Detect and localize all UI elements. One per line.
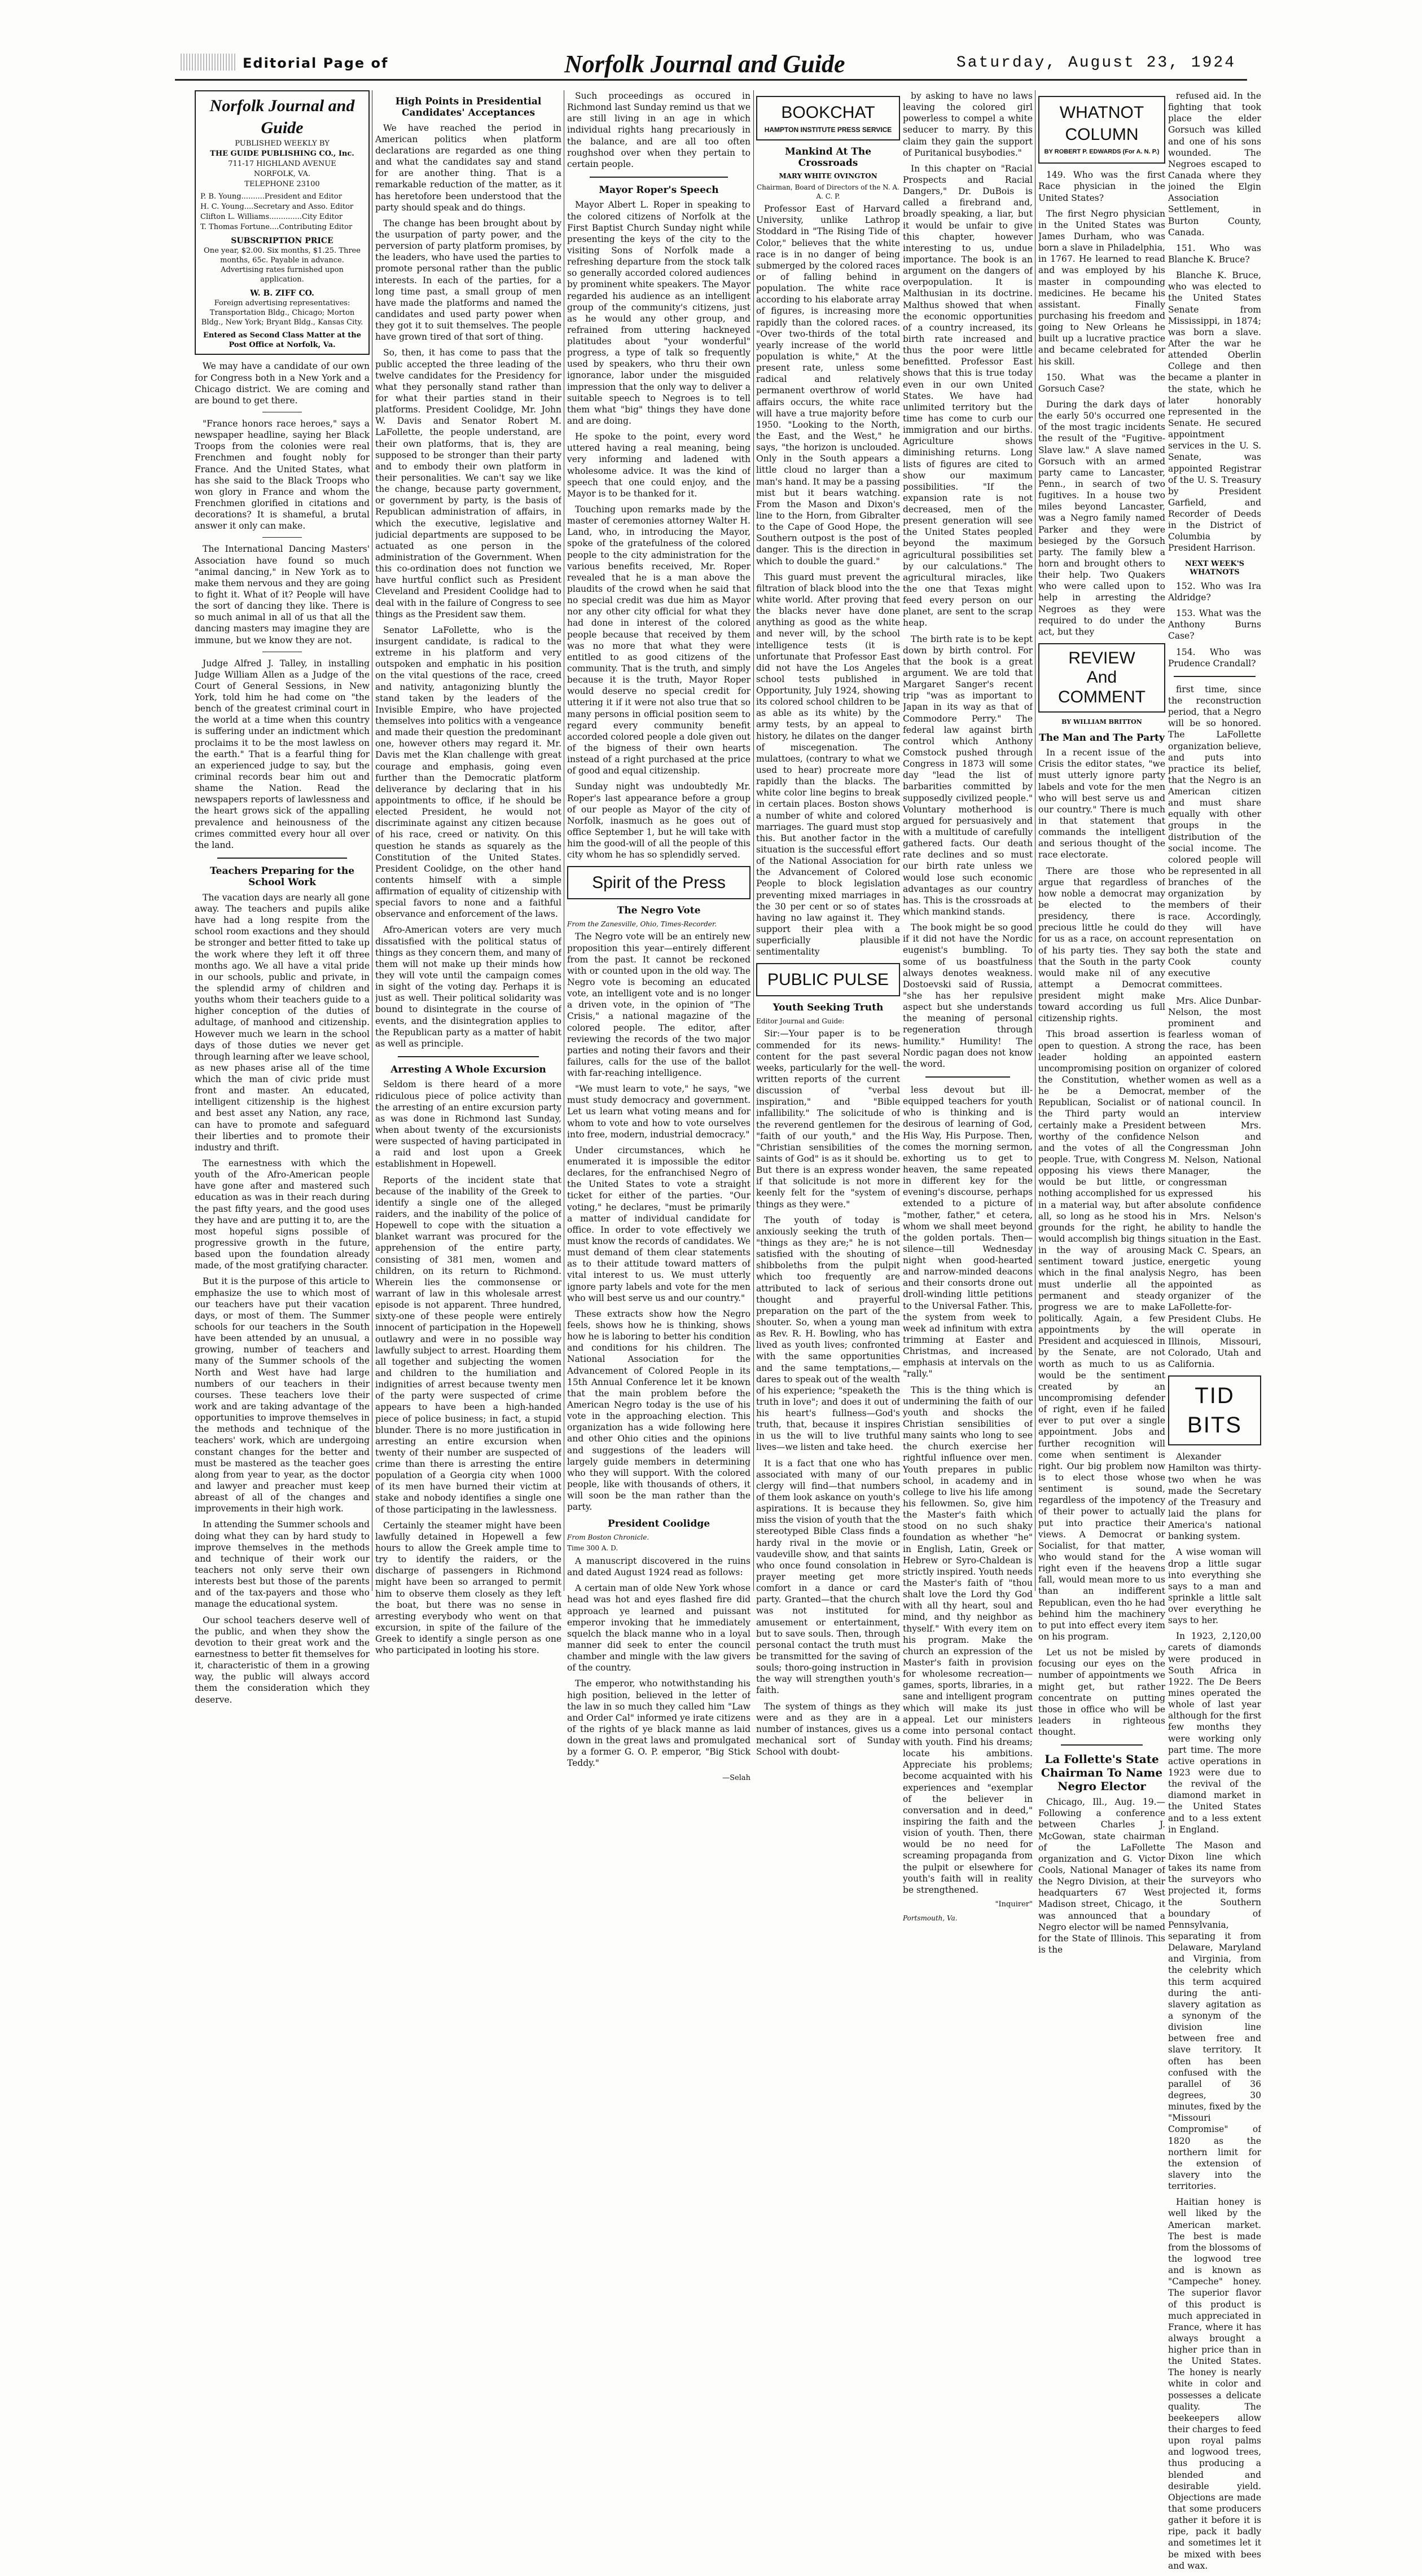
whatnot-title: WHATNOT COLUMN: [1059, 103, 1144, 144]
paragraph: In attending the Summer schools and doing what they can by hard study to improve themselves in the methods and technique of their work our teachers not only serve their own interests best but those of the parents and of the tax-payers and those who manage the educational system.: [195, 1519, 370, 1610]
article-headline: President Coolidge: [607, 1518, 710, 1530]
paragraph: Afro-American voters are very much dissatisfied with the political status of things as they concern them, and many of them will not make up their minds how they will vote until the campaign comes in sight of the voting day. Perhaps it is just as well. Their political solidarity was bound to disintegrate in the course of events, and the disintegration applies to the Republican party as a matter of habit as well as principle.: [375, 925, 561, 1049]
salutation: Editor Journal and Guide:: [756, 1017, 845, 1025]
paragraph: Alexander Hamilton was thirty-two when he was made the Secretary of the Treasury and laid the plans for America's national banking system.: [1168, 1452, 1261, 1542]
review-comment-box: [1038, 643, 1165, 713]
paragraph: Such proceedings as occured in Richmond last Sunday remind us that we are still living in an age in which individual rights hang precariously in the balance, and are all too often roughshod over when they pertain to certain people.: [567, 91, 750, 169]
paragraph: less devout but ill-equipped teachers for youth who is thinking and is desirous of learning of God, His Way, His Purpose. Then, comes the morning sermon, exhorting us to get to heaven, the same repeated in different key for the evening's discourse, perhaps extended to a picture of "mother, father," et cetera, whom we shall meet beyond the golden portals. Then—silence—till Wednesday night when good-hearted and narrow-minded deacons and their consorts drone out droll-winding little petitions to the Universal Father. This, the system from week to week ad infinitum with extra trimming at Easter and Christmas, and increased emphasis at intervals on the "rally.": [903, 1084, 1033, 1379]
paragraph: We have reached the period in American politics when platform declarations are regarded as one thing and what the candidates say and stand for are another thing. That is a remarkable reduction of the matter, as it has heretofore been understood that the party should speak and do things.: [375, 122, 561, 213]
masthead-title: Norfolk Journal and Guide: [564, 50, 845, 78]
tidbits-title: TID BITS: [1187, 1383, 1242, 1438]
paragraph: Under circumstances, which he enumerated it is impossible the editor declares, for the enfranchised Negro of the United States to vote a straight ticket for either of the parties. "Our voting," he declares, "must be primarily a matter of individual candidate for office. In order to vote effectively we must know the records of candidates. We must demand of them clear statements as to their attitude toward matters of vital interest to us. We must utterly ignore party labels and vote for the men who will best serve us and our country.": [567, 1145, 750, 1303]
paragraph: 150. What was the Gorsuch Case?: [1038, 372, 1165, 394]
paragraph: He spoke to the point, every word uttered having a real meaning, being very informing and ladened with wholesome advice. It was the kind of speech that one could enjoy, and the Mayor is to be thanked for it.: [567, 432, 750, 499]
paragraph: In 1923, 2,120,00 carets of diamonds were produced in South Africa in 1922. The De Beers mines operated the whole of last year although for the first few months they were working only part time. The more active operations in 1923 were due to the revival of the diamond market in the United States and to a less extent in England.: [1168, 1631, 1261, 1835]
article-headline: Mankind At The Crossroads: [784, 146, 872, 169]
paragraph: refused aid. In the fighting that took place the elder Gorsuch was killed and one of his sons wounded. The Negroes escaped to Canada where they joined the Elgin Association Settlement, in Burton County, Canada.: [1168, 91, 1261, 238]
paragraph: The Mason and Dixon line which takes its name from the surveyors who projected it, forms the Southern boundary of Pennsylvania, separating it from Delaware, Maryland and Virginia, from the celebrity which this term acquired during the anti-slavery agitation as a synonym of the division line between free and slave territory. It often has been confused with the parallel of 36 degrees, 30 minutes, fixed by the "Missouri Compromise" of 1820 as the northern limit for the extension of slavery into the territories.: [1168, 1840, 1261, 2192]
paragraph: Senator LaFollette, who is the insurgent candidate, is radical to the extreme in his platform and very outspoken and emphatic in his position on the vital questions of the race, creed and nativity, antagonizing bluntly the stand taken by the leaders of the Invisible Empire, who have projected themselves into politics with a vengeance and made their question the predominant one, however others may regard it. Mr. Davis met the Klan challenge with great courage and emphasis, going even further than the Democratic platform deliverance by declaring that in his appointments to office, if he should be elected President, he would not discriminate against any citizen because of his race, creed or nativity. On this question he stands as squarely as the Constitution of the United States. President Coolidge, on the other hand contents himself with a simple affirmation of equality of citizenship with special favors to none and a faithful observance and enforcement of the laws.: [375, 625, 561, 920]
publisher-name: THE GUIDE PUBLISHING CO., Inc.: [210, 149, 354, 158]
column-5: [903, 90, 1033, 1925]
byline-title: Chairman, Board of Directors of the N. A. A. C. P.: [756, 183, 899, 200]
article-headline: Youth Seeking Truth: [773, 1002, 884, 1014]
paragraph: Professor East of Harvard University, unlike Lathrop Stoddard in "The Rising Tide of Color," believes that the white race is in no danger of being submerged by the colored races or of falling behind in population. The white race according to his elaborate array of figures, is increasing more rapidly than the colored races. "Over two-thirds of the total yearly increase of the world population is white," At the present rate, unless some radical and relatively permanent overthrow of world affairs occurs, the white race will have a true majority before 1950. "Looking to the North, the East, and the West," he says, "the horizon is unclouded. Only in the South appears a little cloud no larger than a man's hand. It may be a passing mist but it bears watching. From the Mason and Dixon's line to the Horn, from Gibralter to the Cape of Good Hope, the Southern outpost is the post of danger. This is the direction in which to double the guard.": [756, 204, 900, 566]
review-title-1: REVIEW: [1068, 648, 1135, 667]
paragraph: Let us not be misled by focusing our eyes on the number of appointments we might get, but rather concentrate on putting those in office who will be leaders in righteous thought.: [1038, 1647, 1165, 1738]
paragraph: In a recent issue of the Crisis the editor states, "we must utterly ignore party labels and vote for the men who will best serve us and our country." There is much in that statement that commands the intelligent and serious thought of the race electorate.: [1038, 748, 1165, 860]
publisher-line: PUBLISHED WEEKLY BY: [235, 139, 330, 148]
paragraph: The emperor, who notwithstanding his high position, believed in the letter of the law in so much they called him "Law and Order Cal" informed ye irate citizens of the rights of ye black manne as laid down in the great laws and promulgated by a former G. O. P. emperor, "Big Stick Teddy.": [567, 1678, 750, 1769]
divider: [1174, 676, 1256, 677]
divider: [217, 858, 347, 859]
byline: MARY WHITE OVINGTON: [779, 172, 877, 181]
paragraph: 153. What was the Anthony Burns Case?: [1168, 608, 1261, 641]
article-headline: Mayor Roper's Speech: [599, 184, 719, 196]
subscription-heading: SUBSCRIPTION PRICE: [231, 236, 333, 246]
publisher-logo: Norfolk Journal and Guide: [209, 96, 355, 137]
paragraph: This broad assertion is open to question. A strong leader holding an uncompromising position on the Constitution, whether he be a Democrat, Republican, Socialist or of the Third party would certainly make a President worthy of the confidence and the votes of all the people. True, with Congress opposing his views there would be but little, or nothing accomplished for us in a material way, but after all, so long as he stood his grounds for the right, he would accomplish big things in the way of arousing sentiment toward justice, which in the final analysis must underlie all the permanent and steady progress we are to make politically. Again, a few appointments by the President and acquiesced in by the Senate, are not worth as much to us as would be the sentiment created by an uncompromising defender of right, even if he failed ever to put over a single appointment. Jobs and further recognition will come when sentiment is right. Our big problem now is to elect those whose sentiment is sound, regardless of the impotency of their power to actually put into practice their views. A Democrat or Socialist, for that matter, who would stand for the right even if the heavens fall, would mean more to us than an indifferent Republican, even tho he had behind him the machinery to put into effect every item on his program.: [1038, 1029, 1165, 1642]
paragraph: 149. Who was the first Race physician in the United States?: [1038, 170, 1165, 203]
article-headline: The Man and The Party: [1039, 732, 1165, 744]
spirit-of-press-title: Spirit of the Press: [592, 873, 726, 893]
article-headline: La Follette's State Chairman To Name Negro Elector: [1041, 1752, 1163, 1793]
article-headline: Arresting A Whole Excursion: [390, 1064, 546, 1076]
paragraph: by asking to have no laws leaving the colored girl powerless to compel a white seducer to marry. By this claim they gain the support of Puritanical busybodies.": [903, 91, 1033, 158]
article-headline: Teachers Preparing for the School Work: [209, 865, 355, 889]
paragraph: In this chapter on "Racial Prospects and Racial Dangers," Dr. DuBois is called a firebrand and, broadly speaking, a liar, but it would be unfair to give this chapter, however interesting to us, undue importance. The book is an argument on the dangers of overpopulation. It is Malthusian in its doctrine. Malthus showed that when the economic opportunities of a country increased, its birth rate increased and thus the poor were little benefitted. Professor East shows that this is true today even in our own United States. We have had unlimited territory but the time has come to curb our immigration and our births. Agriculture shows diminishing returns. Long lists of figures are cited to show our maximum possibilities. "If the expansion rate is not decreased, men of the present generation will see the United States peopled beyond the maximum agricultural possibilities set by our calculations." The agricultural miracles, like the one that Texas might feed every person on our planet, are sent to the scrap heap.: [903, 163, 1033, 628]
divider: [925, 1076, 1010, 1078]
paragraph: A certain man of olde New York whose head was hot and eyes flashed fire did approach ye learned and puissant emperor invoking that he immediately squelch the black manne who in a loyal manner did seek to enter the council chamber and mingle with the law givers of the country.: [567, 1583, 750, 1673]
staff-line: P. B. Young..........President and Editor: [200, 192, 342, 201]
source-line: From Boston Chronicle.: [567, 1533, 649, 1541]
source-line: From the Zanesville, Ohio, Times-Recorder.: [567, 920, 717, 928]
review-byline: BY WILLIAM BRITTON: [1061, 718, 1142, 726]
staff-line: H. C. Young....Secretary and Asso. Editor: [200, 203, 354, 212]
paragraph: Judge Alfred J. Talley, in installing Judge William Allen as a Judge of the Court of General Sessions, in New York, told him he had come on "the bench of the greatest criminal court in the world at a time when this country is suffering under an indictment which proclaims it to be the most lawless on the earth." That is a fearful thing for an experienced judge to say, but the criminal records bear him out and shame the Nation. Read the newspapers reports of lawlessness and the heart grows sick of the appalling prevalence and heinousness of the crimes committed every hour all over the land.: [195, 658, 370, 850]
paragraph: Reports of the incident state that because of the inability of the Greek to identify a single one of the alleged raiders, and the inability of the police of Hopewell to cope with the situation a blanket warrant was procured for the apprehension of the entire party, consisting of 381 men, women and children, on its return to Richmond. Wherein lies the commonsense or warrant of law in this wholesale arrest episode is not apparent. Three hundred, sixty-one of these people were entirely innocent of participation in the Hopewell outlawry and were in no possible way lawfully subject to arrest. Hoarding them all together and subjecting the women and children to the humiliation and indignities of arrest because twenty men of the party were suspected of crime appears to have been a high-handed piece of police business; in fact, a stupid blunder. There is no more justification in arresting an entire excursion when twenty of their number are suspected of crime than there is arresting the entire population of a Georgia city when 1000 of its men have burned their victim at stake and nobody identifies a single one of those participating in the lawlessness.: [375, 1175, 561, 1515]
signature: "Inquirer": [995, 1900, 1033, 1909]
paragraph: The first Negro physician in the United States was James Durham, who was born a slave in Philadelphia, in 1767. He learned to read and was employed by his master in compounding medicines. He became his assistant. Finally purchasing his freedom and going to New Orleans he built up a lucrative practice and became celebrated for his skill.: [1038, 208, 1165, 367]
paragraph: Mayor Albert L. Roper in speaking to the colored citizens of Norfolk at the First Baptist Church Sunday night while presenting the keys of the city to the visiting Sons of Norfolk made a refreshing departure from the stock talk so generally accorded colored audiences by prominent white speakers. The Mayor regarded his audience as an intelligent group of the community's citizens, just as he would any other group, and refrained from uttering hackneyed platitudes about "your wonderful" progress, a type of talk so frequently used by speakers, who thru their own ignorance, labor under the misguided impression that the only way to deliver a suitable speech to Negroes is to tell them what "big" things they have done and are doing.: [567, 200, 750, 427]
column-2: [375, 90, 561, 1660]
postal-notice: Entered as Second Class Matter at the Post Office at Norfolk, Va.: [203, 331, 361, 349]
paragraph: Mrs. Alice Dunbar-Nelson, the most prominent and fearless woman of the race, has been appointed eastern organizer of colored women as well as a member of the national council. In an interview between Mrs. Nelson and Congressman John M. Nelson, National Manager, the congressman expressed his absolute confidence in Mrs. Nelson's ability to handle the situation in the East. Mack C. Spears, an energetic young Negro, has been appointed as organizer of the LaFollette-for-President Clubs. He will operate in Illinois, Missouri, Colorado, Utah and California.: [1168, 995, 1261, 1370]
paragraph: The International Dancing Masters' Association have found so much "animal dancing," in New York as to make them nervous and they are going to fight it. What of it? People will have the sort of dancing they like. There is so much animal in all of us that all the dancing masters may imagine they are immune, but we know they are not.: [195, 544, 370, 645]
whatnot-byline: BY ROBERT P. EDWARDS (For A. N. P.): [1044, 148, 1160, 155]
paragraph: "We must learn to vote," he says, "we must study democracy and government. Let us learn what voting means and for whom to vote and how to vote ourselves into free, modern, industrial democracy.": [567, 1084, 750, 1140]
paragraph: A wise woman will drop a little sugar into everything she says to a man and sprinkle a little salt over everything he says to her.: [1168, 1547, 1261, 1626]
column-rule: [753, 90, 754, 1591]
public-pulse-title: PUBLIC PULSE: [767, 970, 889, 990]
column-6: [1038, 90, 1165, 1960]
dateline: Time 300 A. D.: [567, 1544, 618, 1553]
publisher-address: 711-17 HIGHLAND AVENUE: [228, 159, 336, 168]
paragraph: The youth of today is anxiously seeking the truth of "things as they are;" he is not satisfied with the shouting of shibboleths from the pulpit which too frequently are attributed to lack of serious thought and prayerful preparation on the part of the shouter. So, when a young man as Rev. R. H. Bowling, who has lived as youth lives; confronted with the same opportunities and the same temptations,—dares to speak out of the wealth of his experience; "speaketh the truth in love"; and does it out of his heart's fullness—God's truth, that, because it inspires in us the will to live truthful lives—we listen and take heed.: [756, 1215, 900, 1453]
bookchat-title: BOOKCHAT: [781, 103, 875, 122]
publisher-phone: TELEPHONE 23100: [244, 179, 320, 188]
paragraph: This is the thing which is undermining the faith of our youth and shocks the Christian sensibilities of many saints who long to see the church exercise her rightful influence over men. Youth prepares in public school, in academy and in college to live his life among his fellowmen. So, give him the Master's faith which stood on no such shaky foundation as whether "he" in English, Latin, Greek or Hebrew or Syro-Chaldean is strictly inspired. Youth needs the Master's faith of "thou shalt love the Lord thy God with all thy heart, soul and mind, and thy neighbor as thyself." With every item on his program. Make the church an expression of the Master's faith in provision for wholesome recreation—games, sports, libraries, in a sane and intelligent program which will make its just appeal. Let our ministers come into personal contact with youth. Find his dreams; locate his ambitions. Appreciate his problems; become acquainted with his experiences and "exemplar of the believer in conversation and in deed," inspiring the faith and the vision of youth. Then, there would be no need for screaming propaganda from the pulpit or elsewhere for youth's faith will in reality be strengthened.: [903, 1384, 1033, 1895]
publisher-box: [195, 90, 370, 355]
review-title-2: And: [1086, 668, 1117, 687]
column-7: [1168, 90, 1261, 2576]
paragraph: The Negro vote will be an entirely new proposition this year—entirely different from the past. It cannot be reckoned with or counted upon in the old way. The Negro vote is becoming an educated vote, an intelligent vote and is no longer a driven vote, in the opinion of "The Crisis," a national magazine of the colored people. The editor, after reviewing the records of the two major parties and noting their favors and their failures, calls for the use of the ballot with far-reaching intelligence.: [567, 931, 750, 1079]
bookchat-subtitle: HAMPTON INSTITUTE PRESS SERVICE: [764, 126, 892, 134]
staff-line: Clifton L. Williams..............City Editor: [200, 213, 343, 222]
tidbits-box: [1168, 1375, 1261, 1445]
paragraph: We may have a candidate of our own for Congress both in a New York and a Chicago district. We are coming and are bound to get there.: [195, 361, 370, 406]
paragraph: The earnestness with which the youth of the Afro-American people have gone after and mastered such education as was in their reach during the past fifty years, and the good uses they have and are putting it to, are the most hopeful signs possible of progressive growth in the future, based upon the foundation already made, of the most gratifying character.: [195, 1158, 370, 1271]
paragraph: "France honors race heroes," says a newspaper headline, saying her Black Troops from the colonies were real Frenchmen and fought nobly for France. And the United States, what has she said to the Black Troops who won glory in France and whom the Frenchmen glorified in citations and decorations? It is shameful, a brutal answer it only can make.: [195, 418, 370, 531]
paragraph: Sir:—Your paper is to be commended for its news-content for the past several weeks, particularly for the well-written reports of the current discussion of "verbal inspiration," and "Bible infallibility." The solicitude of the reverend gentlemen for the "faith of our youth," and the "Christian sensibilities of the saints of God" is as it should be. But there is an express wonder if that solicitude is not more keenly felt for the "system of things as they were.": [756, 1028, 900, 1210]
column-3: [567, 90, 750, 1787]
paragraph: 152. Who was Ira Aldridge?: [1168, 581, 1261, 603]
subscription-text: One year, $2.00. Six months, $1.25. Three months, 65c. Payable in advance. Advertising rates furnished upon application.: [204, 247, 361, 284]
paragraph: Certainly the steamer might have been lawfully detained in Hopewell a few hours to allow the Greek ample time to try to identify the raiders, or the discharge of passengers in Richmond might have been so arranged to permit him to observe them closely as they left the boat, but there was no sense in arresting everybody who went on that excursion, in spite of the failure of the Greek to identify a single person as one who participated in looting his store.: [375, 1520, 561, 1656]
bookchat-box: [756, 96, 900, 140]
spirit-of-press-box: [567, 866, 750, 899]
paragraph: Haitian honey is well liked by the American market. The best is made from the blossoms of the logwood tree and is known as "Campeche" honey. The superior flavor of this product is much appreciated in France, where it has always brought a higher price than in the United States. The honey is nearly white in color and possesses a delicate quality. The beekeepers allow their charges to feed upon royal palms and logwood trees, thus producing a blended and desirable yield. Objections are made that some producers gather it before it is ripe, pack it badly and sometimes let it be mixed with bees and wax.: [1168, 2197, 1261, 2571]
paragraph: 151. Who was Blanche K. Bruce?: [1168, 243, 1261, 265]
advertising-agent: W. B. ZIFF CO.: [250, 288, 314, 298]
paragraph: The change has been brought about by the usurpation of party power, and the perversion of party platform promises, by the leaders, who have used the parties to promote personal rather than the public interests. In each of the parties, for a long time past, a small group of men have made the platforms and named the candidates and used party power when they got it to suit themselves. The people have grown tired of that sort of thing.: [375, 218, 561, 342]
paragraph: These extracts show how the Negro feels, shows how he is thinking, shows how he is laboring to better his condition and conditions for his children. The National Association for the Advancement of Colored People in its 15th Annual Conference let it be known that the main problem before the American Negro today is the use of his vote in the approaching election. This organization has a wide following here and other Ohio cities and the opinions and suggestions of the leaders will largely guide members in determining who they will support. With the colored people, like with thousands of others, it will soon be the man rather than the party.: [567, 1308, 750, 1513]
paragraph: So, then, it has come to pass that the public accepted the three leading of the twelve candidates for the Presidency for what they personally stand rather than for what their parties stand in their platforms. President Coolidge, Mr. John W. Davis and Senator Robert M. LaFollette, the people understand, are their own platforms, that is, they are supposed to be stronger than their party and to embody their own platform in their personalities. We can't say we like the change, because party government, or government by party, is the basis of Republican administration of affairs, in which the executive, legislative and judicial departments are supposed to be actuated as one person in the administration of the Government. When this co-ordination does not function we have hurtful conflict such as President Cleveland and President Coolidge had to deal with in the failure of Congress to see things as the President saw them.: [375, 348, 561, 619]
paragraph: first time, since the reconstruction period, that a Negro will be so honored. The LaFollette organization believe, and puts into practice its belief, that the Negro is an American citizen and must share equally with other groups in the distribution of the social income. The colored people will be represented in all branches of the organization by members of their race. Accordingly, they will have representation on both the state and Cook county executive committees.: [1168, 684, 1261, 990]
review-title-3: COMMENT: [1058, 687, 1146, 706]
paragraph: Touching upon remarks made by the master of ceremonies attorney Walter H. Land, who, in introducing the Mayor, spoke of the gratefulness of the colored people to the city administration for the various benefits received, Mr. Roper revealed that he is a man above the plaudits of the crowd when he said that no special credit was due him as Mayor nor any other city official for what they had done in interest of the colored people because that received by them was no more that what they were entitled to as good citizens of the community. That is the truth, and simply because it is the truth, Mayor Roper would deserve no special credit for uttering it if it were not also true that so many persons in official position seem to regard every community benefit accorded colored people a dole given out of the bigness of their own hearts instead of a right purchased at the price of good and equal citizenship.: [567, 504, 750, 776]
divider: [262, 537, 302, 538]
dateline: Portsmouth, Va.: [903, 1914, 958, 1922]
paragraph: Seldom is there heard of a more ridiculous piece of police activity than the arresting of an entire excursion party as was done in Richmond last Sunday, when about twenty of the excursionists were suspected of having participated in a raid and lost upon a Greek establishment in Hopewell.: [375, 1079, 561, 1170]
staff-line: T. Thomas Fortune....Contributing Editor: [200, 223, 353, 232]
paragraph: 154. Who was Prudence Crandall?: [1168, 647, 1261, 669]
article-headline: The Negro Vote: [617, 905, 701, 917]
column-4: [756, 90, 900, 1762]
paragraph: The vacation days are nearly all gone away. The teachers and pupils alike have had a long respite from the school room exactions and they should be stronger and better fitted to take up the work where they left it off three months ago. We all have a vital pride in our schools, public and private, in the splendid army of children and youths whom their teachers guide to a higher conception of the duties of adultage, of manhood and citizenship. However much we learn in the school days of those duties we never get through learning after we leave school, as new phases arise all of the time which the man of civic pride must front and master. An educated, intelligent citizenship is the highest and best asset any Nation, any race, can have to promote and safeguard their liberties and to promote their industry and thrift.: [195, 892, 370, 1153]
paragraph: The birth rate is to be kept down by birth control. For that the book is a great argument. We are told that Margaret Sanger's recent trip "was as important to Japan in its way as that of Commodore Perry." The federal law against birth control which Anthony Comstock pushed through Congress in 1873 will some day "lead the list of barbarities committed by supposedly civilized people." Voluntary motherhood is argued for persuasively and with a multitude of carefully gathered facts. Our death rate declines and so must our birth rate unless we would lose such economic advantages as our country has. This is the crossroads at which mankind stands.: [903, 634, 1033, 917]
article-headline: High Points in Presidential Candidates' Acceptances: [395, 96, 542, 119]
masthead-date: Saturday, August 23, 1924: [956, 54, 1236, 72]
paragraph: But it is the purpose of this article to emphasize the use to which most of our teachers have put their vacation days, or most of them. The Summer schools for our teachers in the South have been attended by an unusual, a growing, number of teachers and many of the Summer schools of the North and West have had large numbers of our teachers in their courses. These teachers love their work and are taking advantage of the opportunities to improve themselves in the methods and technique of the teachers' work, which are undergoing constant changes for the better and must be mastered as the teacher goes along from year to year, as the doctor and lawyer and preacher must keep abreast of all of the changes and improvements in their high work.: [195, 1276, 370, 1514]
paragraph: Chicago, Ill., Aug. 19.—Following a conference between Charles J. McGowan, state chairman of the LaFollette organization and G. Victor Cools, National Manager of the Negro Division, at their headquarters 67 West Madison street, Chicago, it was announced that a Negro elector will be named for the State of Illinois. This is the: [1038, 1797, 1165, 1955]
public-pulse-box: [756, 963, 900, 996]
paragraph: Blanche K. Bruce, who was elected to the United States Senate from Mississippi, in 1874; was born a slave. After the war he attended Oberlin College and then became a planter in the state, which he later honorably represented in the Senate. He secured appointment services in the U. S. Senate, was appointed Registrar of the U. S. Treasury by President Garfield, and Recorder of Deeds in the District of Columbia by President Harrison.: [1168, 270, 1261, 553]
paragraph: It is a fact that one who has associated with many of our clergy will find—that numbers of them look askance on youth's aspirations. It is because they miss the vision of youth that the stereotyped Bible Class finds a hardy rival in the movie or vaudeville show, and that saints who once found consolation in prayer meeting get more comfort in a dance or card party. Granted—that the church was not instituted for amusement or entertainment, but to save souls. Then, through personal contact the truth must be transmitted for the saving of souls; thoro-going instruction in the way will strengthen youth's faith.: [756, 1458, 900, 1696]
signature: —Selah: [722, 1773, 750, 1782]
paragraph: Our school teachers deserve well of the public, and when they show the devotion to their great work and the earnestness to better fit themselves for it, characteristic of them in a growing way, the public will always accord them the consideration which they deserve.: [195, 1615, 370, 1705]
divider: [590, 177, 728, 178]
advertising-text: Foreign advertising representatives: Transportation Bldg., Chicago; Morton Bldg., New York; Bryant Bldg., Kansas City.: [201, 298, 363, 327]
paragraph: There are those who argue that regardless of how noble a democrat may be elected to the presidency, there is precious little he could do for us as a race, on account of his party ties. They say that the South in the party would make nil of any attempt a Democrat president might make toward according us full citizenship rights.: [1038, 865, 1165, 1024]
paragraph: This guard must prevent the filtration of black blood into the white world. After proving that the blacks never have done anything as good as the white and never will, by the school intelligence tests (it is unfortunate that Professor East did not have the Los Angeles school tests published in Opportunity, July 1924, showing its colored school children to be as able as its white) by the army tests, by an appeal to history, he dilates on the danger of miscegenation. The mulattoes, (contrary to what we used to hear) procreate more rapidly than the blacks. The white color line begins to break in certain places. Boston shows a number of white and colored marriages. The guard must stop this. But another factor in the situation is the successful effort of the National Association for the Advancement of Colored People to block legislation preventing mixed marriages in the 30 per cent or so of states having no law against it. They support their plea with a superficially plausible sentimentality: [756, 572, 900, 957]
paragraph: During the dark days of the early 50's occurred one of the most tragic incidents the result of the "Fugitive-Slave law." A slave named Gorsuch with an armed party came to Lancaster, Penn., in search of two fugitives. In a house two miles beyond Lancaster, was a Negro family named Parker and they were besieged by the Gorsuch party. The family blew a horn and brought others to their help. Two Quakers who were called upon to help in arresting the Negroes as they were required to do under the act, but they: [1038, 399, 1165, 637]
paragraph: The system of things as they were and as they are in a number of instances, gives us a mechanical sort of Sunday School with doubt-: [756, 1701, 900, 1757]
publisher-city: NORFOLK, VA.: [253, 169, 311, 178]
divider: [1061, 1744, 1143, 1746]
whatnot-box: [1038, 96, 1165, 164]
paragraph: The book might be so good if it did not have the Nordic eugenist's bumbling. To some of us boastfulness always denotes weakness. Dostoevski said of Russia, "she has her repulsive aspect but she understands the meaning of personal regeneration through humility." Humility! The Nordic pagan does not know the word.: [903, 922, 1033, 1069]
column-1: [195, 90, 370, 1710]
masthead-section: Editorial Page of: [243, 55, 389, 71]
section-heading: NEXT WEEK'S WHATNOTS: [1184, 559, 1245, 577]
paragraph: Sunday night was undoubtedly Mr. Roper's last appearance before a group of our people as Mayor of the city of Norfolk, inasmuch as he goes out of office September 1, but he will take with him the good-will of all the people of this city whom he has so splendidly served.: [567, 781, 750, 860]
divider: [398, 1056, 539, 1057]
masthead: [175, 52, 1247, 81]
paragraph: A manuscript discovered in the ruins and dated August 1924 read as follows:: [567, 1555, 750, 1578]
